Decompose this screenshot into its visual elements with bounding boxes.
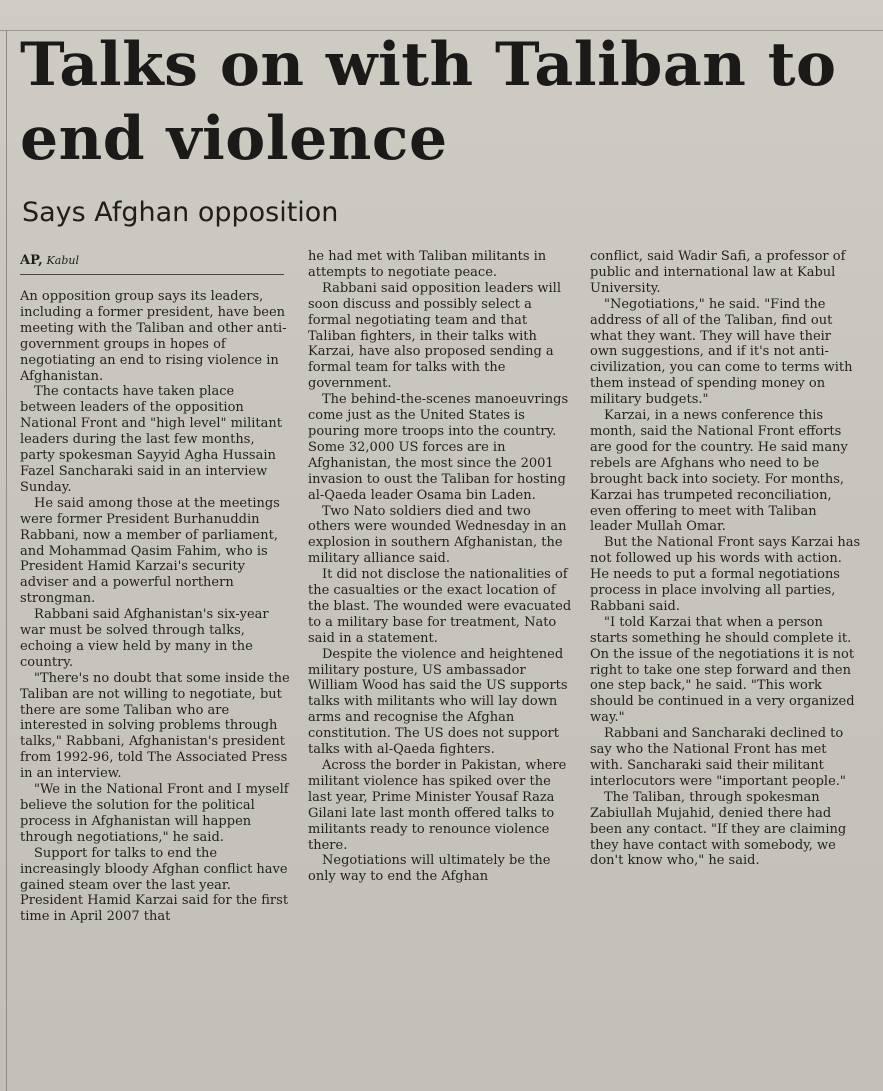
paragraph: Across the border in Pakistan, where militant violence has spiked over the last year, Prime Minister Yousaf Raza Gilani late last month offered talks to militants ready to renounce violence there. — [308, 758, 567, 853]
article-column-1 — [20, 289, 290, 925]
article-column-3 — [590, 249, 862, 869]
paragraph: "Negotiations," he said. "Find the address of all of the Taliban, find out what they want. They will have their own suggestions, and if it's not anti-civilization, you can come to terms with them instead of spending money on military budgets." — [590, 296, 853, 408]
top-rule — [0, 0, 883, 31]
paragraph: He said among those at the meetings were former President Burhanuddin Rabbani, now a member of parliament, and Mohammad Qasim Fahim, who is President Hamid Karzai's security adviser and a powerful northern strongman. — [20, 495, 280, 607]
article-column-2 — [308, 249, 576, 885]
paragraph: Rabbani and Sancharaki declined to say who the National Front has met with. Sancharaki said their militant interlocutors were "important people." — [590, 726, 846, 789]
paragraph: Rabbani said Afghanistan's six-year war must be solved through talks, echoing a view held by many in the country. — [20, 607, 269, 670]
paragraph: Support for talks to end the increasingly bloody Afghan conflict have gained steam over the last year. President Hamid Karzai said for the first time in April 2007 that — [20, 845, 289, 925]
paragraph: Negotiations will ultimately be the only way to end the Afghan — [308, 853, 551, 885]
paragraph: conflict, said Wadir Safi, a professor of public and international law at Kabul University. — [590, 249, 846, 296]
paragraph: The contacts have taken place between leaders of the opposition National Front and "high level" militant leaders during the last few months, party spokesman Sayyid Agha Hussain Fazel Sancharaki said in an interview Sunday. — [20, 384, 282, 495]
paragraph: The Taliban, through spokesman Zabiullah Mujahid, denied there had been any contact. "If they are claiming they have contact with somebody, we don't know who," he said. — [590, 789, 847, 869]
paragraph: The behind-the-scenes manoeuvrings come just as the United States is pouring more troops into the country. Some 32,000 US forces are in Afghanistan, the most since the 2001 invasion to oust the Taliban for hosting al-Qaeda leader Osama bin Laden. — [308, 392, 569, 503]
paragraph: "There's no doubt that some inside the Taliban are not willing to negotiate, but there are some Taliban who are interested in solving problems through talks," Rabbani, Afghanistan's president from 1992-96, told The Associated Press in an interview. — [20, 670, 290, 782]
paragraph: "We in the National Front and I myself believe the solution for the political process in Afghanistan will happen through negotiations," he said. — [20, 782, 289, 845]
paragraph: But the National Front says Karzai has not followed up his words with action. He needs to put a formal negotiations process in place involving all parties, Rabbani said. — [590, 535, 861, 614]
paragraph: Two Nato soldiers died and two others were wounded Wednesday in an explosion in southern Afghanistan, the military alliance said. — [308, 503, 567, 567]
byline — [20, 252, 284, 275]
column-rule — [6, 30, 7, 1091]
byline-place: Kabul — [46, 254, 79, 267]
paragraph: "I told Karzai that when a person starts something he should complete it. On the issue of the negotiations it is not right to take one step forward and then one step back," he said. "This work should be continued in a very organized way." — [590, 614, 855, 726]
paragraph: he had met with Taliban militants in attempts to negotiate peace. — [308, 249, 547, 280]
headline: Talks on with Taliban to end violence — [20, 30, 837, 174]
paragraph: Karzai, in a news conference this month, said the National Front efforts are good for the country. He said many rebels are Afghans who need to be brought back into society. For months, Karzai has trumpeted reconciliation, even offering to meet with Taliban leader Mullah Omar. — [590, 408, 848, 535]
paragraph: Despite the violence and heightened military posture, US ambassador William Wood has said the US supports talks with militants who will lay down arms and recognise the Afghan constitution. The US does not support talks with al-Qaeda fighters. — [308, 646, 568, 758]
paragraph: Rabbani said opposition leaders will soon discuss and possibly select a formal negotiating team and that Taliban fighters, in their talks with Karzai, have also proposed sending a formal team for talks with the government. — [308, 280, 562, 392]
byline-agency: AP, — [20, 253, 43, 268]
paragraph: It did not disclose the nationalities of the casualties or the exact location of the blast. The wounded were evacuated to a military base for treatment, Nato said in a statement. — [308, 567, 572, 646]
paragraph: An opposition group says its leaders, including a former president, have been meeting with the Taliban and other anti-government groups in hopes of negotiating an end to rising violence in Afghanistan. — [20, 289, 287, 384]
subheadline: Says Afghan opposition — [22, 197, 339, 228]
